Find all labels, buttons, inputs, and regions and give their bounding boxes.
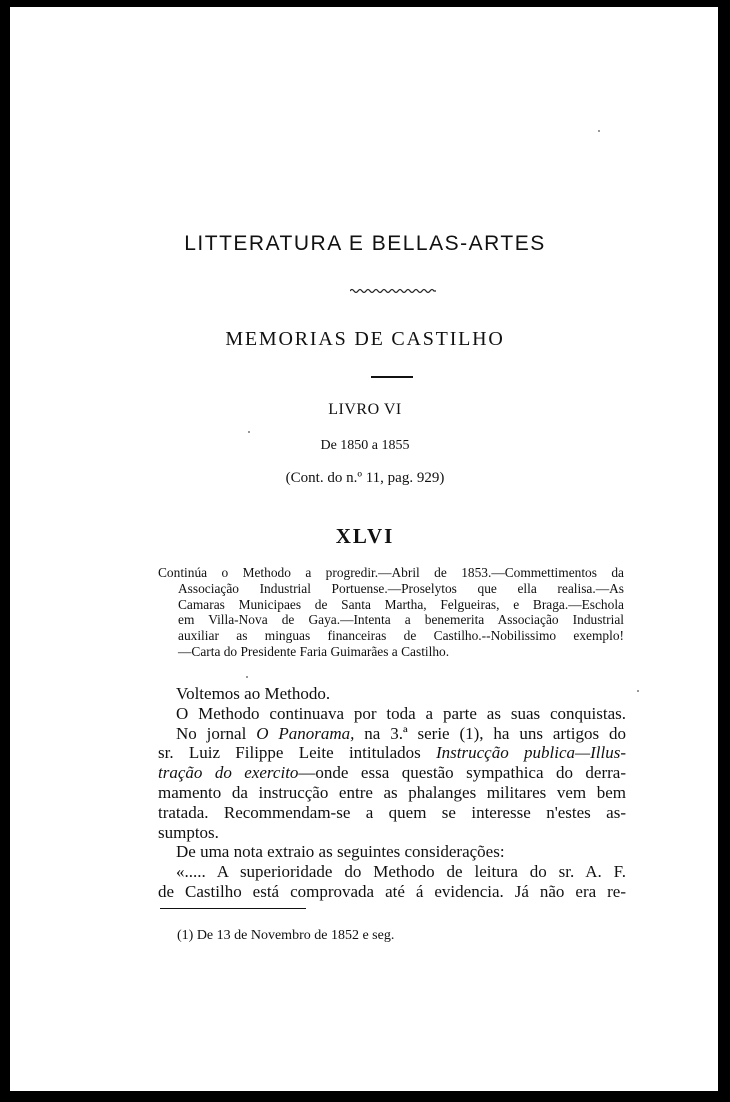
- summary-line: em Villa-Nova de Gaya.—Intenta a benemerita Associação Industrial: [178, 612, 624, 628]
- scan-border-bottom: [0, 1091, 730, 1102]
- paragraph: De uma nota extraio as seguintes considerações:: [176, 842, 505, 862]
- scan-speck: [246, 676, 248, 678]
- paragraph-line: sr. Luiz Filippe Leite intitulados Instrucção publica—Illus-: [158, 743, 626, 763]
- scan-speck: [598, 130, 600, 132]
- paragraph-line: mamento da instrucção entre as phalanges militares vem bem: [158, 782, 626, 802]
- chapter-number: XLVI: [335, 524, 395, 548]
- summary-line: Associação Industrial Portuense.—Proselytos que ella realisa.—As: [178, 580, 624, 596]
- body-text: [158, 684, 626, 902]
- paragraph-line: tratada. Recommendam-se a quem se interesse n'estes as-: [158, 802, 626, 822]
- chapter-summary: [158, 565, 624, 660]
- paragraph: Voltemos ao Methodo.: [176, 684, 331, 703]
- paragraph-line: No jornal O Panorama, na 3.ª serie (1), ha uns artigos do: [176, 723, 627, 743]
- paragraph-line: de Castilho está comprovada até á evidencia. Já não era re-: [158, 881, 626, 901]
- footnote-rule: [160, 908, 306, 909]
- book-part: LIVRO VI: [328, 401, 402, 418]
- paragraph: O Methodo continuava por toda a parte as suas conquistas.: [176, 703, 626, 723]
- book-title: MEMORIAS DE CASTILHO: [225, 328, 505, 350]
- paragraph-line: sumptos.: [158, 822, 219, 842]
- summary-line: Camaras Municipaes de Santa Martha, Felgueiras, e Braga.—Eschola: [178, 596, 624, 612]
- scan-speck: [248, 431, 250, 433]
- footnote: (1) De 13 de Novembro de 1852 e seg.: [177, 928, 395, 943]
- continuation-note: (Cont. do n.º 11, pag. 929): [285, 470, 445, 486]
- paragraph-line: «..... A superioridade do Methodo de leitura do sr. A. F.: [176, 862, 626, 882]
- summary-line: Continúa o Methodo a progredir.—Abril de 1853.—Commettimentos da: [158, 565, 624, 580]
- paragraph-line: tração do exercito—onde essa questão sympathica do derra-: [158, 763, 627, 783]
- summary-line: —Carta do Presidente Faria Guimarães a Castilho.: [178, 643, 450, 659]
- date-range: De 1850 a 1855: [320, 438, 410, 453]
- wavy-ornament: [350, 287, 436, 295]
- summary-line: auxiliar as minguas financeiras de Castilho.--Nobilissimo exemplo!: [178, 628, 624, 644]
- scan-border-top: [0, 0, 730, 7]
- scan-border-right: [718, 0, 730, 1102]
- scan-speck: [637, 690, 639, 692]
- section-title: LITTERATURA E BELLAS-ARTES: [184, 232, 546, 255]
- scan-border-left: [0, 0, 10, 1102]
- title-rule: [371, 376, 413, 378]
